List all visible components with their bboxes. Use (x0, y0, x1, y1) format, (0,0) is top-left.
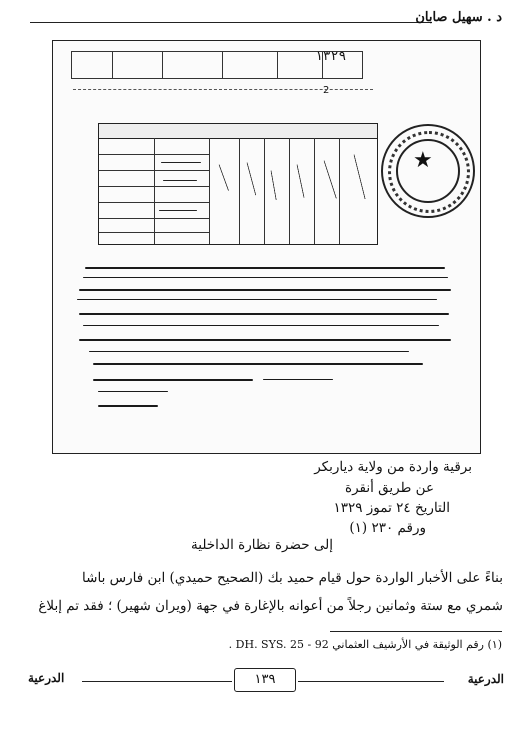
footer-brand: الدرعية (467, 672, 504, 686)
page-number: ١٣٩ (234, 668, 296, 692)
official-seal (381, 124, 475, 218)
caption-route: عن طريق أنقرة (345, 480, 434, 496)
footer-rule-left (82, 681, 232, 682)
running-header (30, 8, 502, 30)
footnote-rule (330, 631, 502, 632)
dashed-rule (73, 89, 373, 90)
page-footer (28, 670, 504, 692)
seal-star-icon: ★ (413, 148, 433, 173)
telegram-form-grid (98, 123, 378, 245)
caption-origin: برقية واردة من ولاية دياربكر (314, 459, 472, 475)
body-paragraph-line2: شمري مع ستة وثمانين رجلاً من أعوانه بالإغارة في جهة (ويران شهير) ؛ فقد تم إبلاغ (38, 598, 503, 614)
body-paragraph-line1: بناءً على الأخبار الواردة حول قيام حميد بك (الصحيح حميدي) ابن فارس باشا (82, 570, 503, 586)
form-title-band (99, 124, 377, 139)
footer-mark: الدرعية (28, 671, 65, 685)
telegram-mark: 2 (323, 85, 330, 96)
caption-date: التاريخ ٢٤ تموز ١٣٢٩ (333, 500, 450, 516)
caption-number: ورقم ٢٣٠ (١) (349, 520, 426, 536)
telegram-number: ١٣٢٩ (315, 49, 347, 64)
addressee: إلى حضرة نظارة الداخلية (191, 537, 333, 553)
archival-document-image (52, 40, 481, 454)
header-rule (30, 22, 432, 23)
header-author: د . سهيل صابان (415, 10, 502, 25)
footer-rule-right (298, 681, 444, 682)
footnote: (١) رقم الوثيقة في الأرشيف العثماني 92 - DH. SYS. 25 . (228, 638, 502, 651)
